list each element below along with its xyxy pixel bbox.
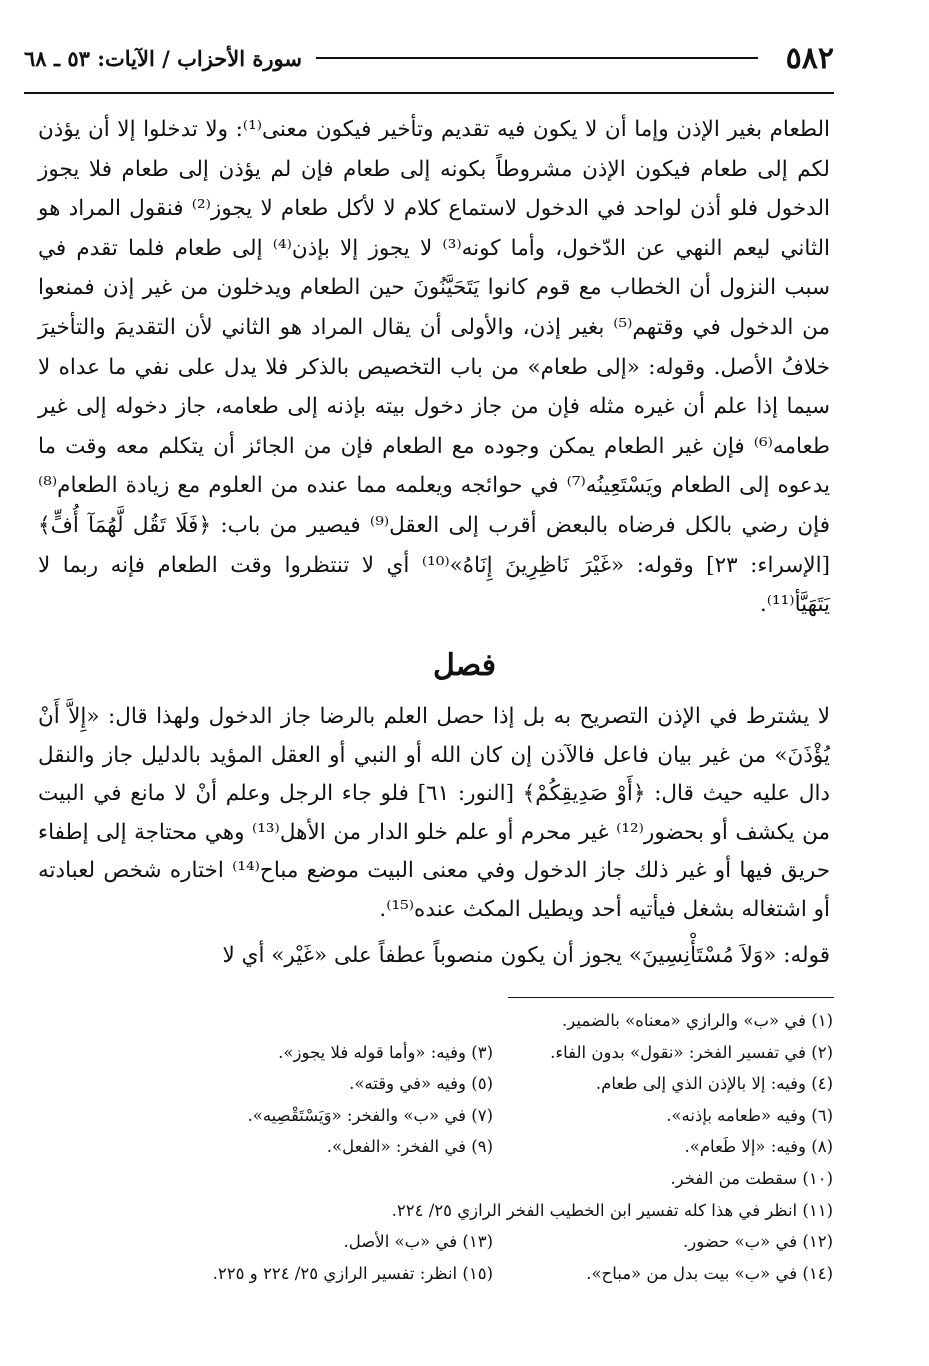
- section-text: [38, 698, 830, 976]
- paragraph: الطعام بغير الإذن وإما أن لا يكون فيه تقديم وتأخير فيكون معنى⁽¹⁾: ولا تدخلوا إلا أن يؤذن لكم إلى طعام فيكون الإذن مشروطاً بكونه إلى طعام فإن لم يؤذن إلى طعام فلا يجوز الدخول فلو أذن لواحد في الدخول لاستماع كلام لا لأكل طعام لا يجوز⁽²⁾ فنقول المراد هو الثاني ليعم النهي عن الدّخول، وأما كونه⁽³⁾ لا يجوز إلا بإذن⁽⁴⁾ إلى طعام فلما تقدم في سبب النزول أن الخطاب مع قوم كانوا يَتَحَيَّنُونَ حين الطعام ويدخلون من غير إذن فمنعوا من الدخول في وقتهم⁽⁵⁾ بغير إذن، والأولى أن يقال المراد هو الثاني لأن التقديمَ والتأخيرَ خلافُ الأصل. وقوله: «إلى طعام» من باب التخصيص بالذكر فلا يدل على نفي ما عداه لا سيما إذا علم أن غيره مثله فإن من جاز دخول بيته بإذنه إلى طعامه، جاز دخوله إلى غير طعامه⁽⁶⁾ فإن غير الطعام يمكن وجوده مع الطعام فإن من الجائز أن يتكلم معه وقت ما يدعوه إلى الطعام ويَسْتَعِينُه⁽⁷⁾ في حوائجه ويعلمه مما عنده من العلوم مع زيادة الطعام⁽⁸⁾ فإن رضي بالكل فرضاه بالبعض أقرب إلى العقل⁽⁹⁾ فيصير من باب: ﴿فَلَا تَقُل لَّهُمَآ أُفٍّ﴾ [الإسراء: ٢٣] وقوله: «غَيْرَ نَاظِرِينَ إِنَاهُ»⁽¹⁰⁾ أي لا تنتظروا وقت الطعام فإنه ربما لا يَتَهَيَّأ⁽¹¹⁾.: [38, 117, 831, 618]
- header-divider: [24, 92, 834, 94]
- footnote: (٣) وفيه: «وأما قوله فلا يجوز».: [278, 1042, 493, 1062]
- page-header: [24, 38, 834, 78]
- footnote-divider: [508, 997, 834, 998]
- header-rule: [316, 57, 758, 59]
- footnote: (١) في «ب» والرازي «معناه» بالضمير.: [562, 1011, 833, 1030]
- footnote: (١٠) سقطت من الفخر.: [670, 1168, 833, 1188]
- footnote: (٢) في تفسير الفخر: «نقول» بدون الفاء.: [550, 1042, 833, 1062]
- page-number: ٥٨٢: [785, 40, 834, 76]
- footnote: (٨) وفيه: «إلا طَعام».: [684, 1137, 833, 1157]
- footnote: (١٢) في «ب» حضور.: [683, 1232, 833, 1252]
- footnote: (٥) وفيه «في وقته».: [349, 1074, 493, 1094]
- footnote: (١١) انظر في هذا كله تفسير ابن الخطيب الفخر الرازي ٢٥/ ٢٢٤.: [391, 1200, 833, 1220]
- paragraph: لا يشترط في الإذن التصريح به بل إذا حصل العلم بالرضا جاز الدخول ولهذا قال: «إِلاَّ أَنْ يُؤْذَنَ» من غير بيان فاعل فالآذن إن كان الله أو النبي أو العقل المؤيد بالدليل جاز والنقل دال عليه حيث قال: ﴿أَوْ صَدِيقِكُمْ﴾ [النور: ٦١] فلو جاء الرجل وعلم أنْ لا مانع في البيت من يكشف أو بحضور⁽¹²⁾ غير محرم أو علم خلو الدار من الأهل⁽¹³⁾ وهي محتاجة إلى إطفاء حريق فيها أو غير ذلك جاز الدخول وفي معنى البيت موضع مباح⁽¹⁴⁾ اختاره شخص لعبادته أو اشتغاله بشغل فيأتيه أحد ويطيل المكث عنده⁽¹⁵⁾.: [38, 704, 831, 922]
- footnote: (٤) وفيه: إلا بالإذن الذي إلى طعام.: [595, 1074, 833, 1094]
- footnote: (١٤) في «ب» بيت بدل من «مباح».: [586, 1263, 833, 1283]
- running-title: سورة الأحزاب / الآيات: ٥٣ ـ ٦٨: [24, 45, 302, 71]
- main-text: [38, 110, 830, 625]
- footnote: (١٣) في «ب» الأصل.: [343, 1232, 493, 1252]
- section-heading: فصل: [432, 648, 497, 683]
- footnote: (٦) وفيه «طعامه بإذنه».: [666, 1105, 833, 1125]
- footnotes: [150, 1005, 833, 1289]
- footnote: (٧) في «ب» والفخر: «وَيَسْتَقْصِيه».: [247, 1105, 493, 1125]
- footnote: (٩) في الفخر: «الفعل».: [326, 1137, 493, 1157]
- footnote: (١٥) انظر: تفسير الرازي ٢٥/ ٢٢٤ و ٢٢٥.: [212, 1263, 493, 1283]
- paragraph: قوله: «وَلاَ مُسْتَأْنِسِينَ» يجوز أن يكون منصوباً عطفاً على «غَيْر» أي لا: [222, 943, 830, 968]
